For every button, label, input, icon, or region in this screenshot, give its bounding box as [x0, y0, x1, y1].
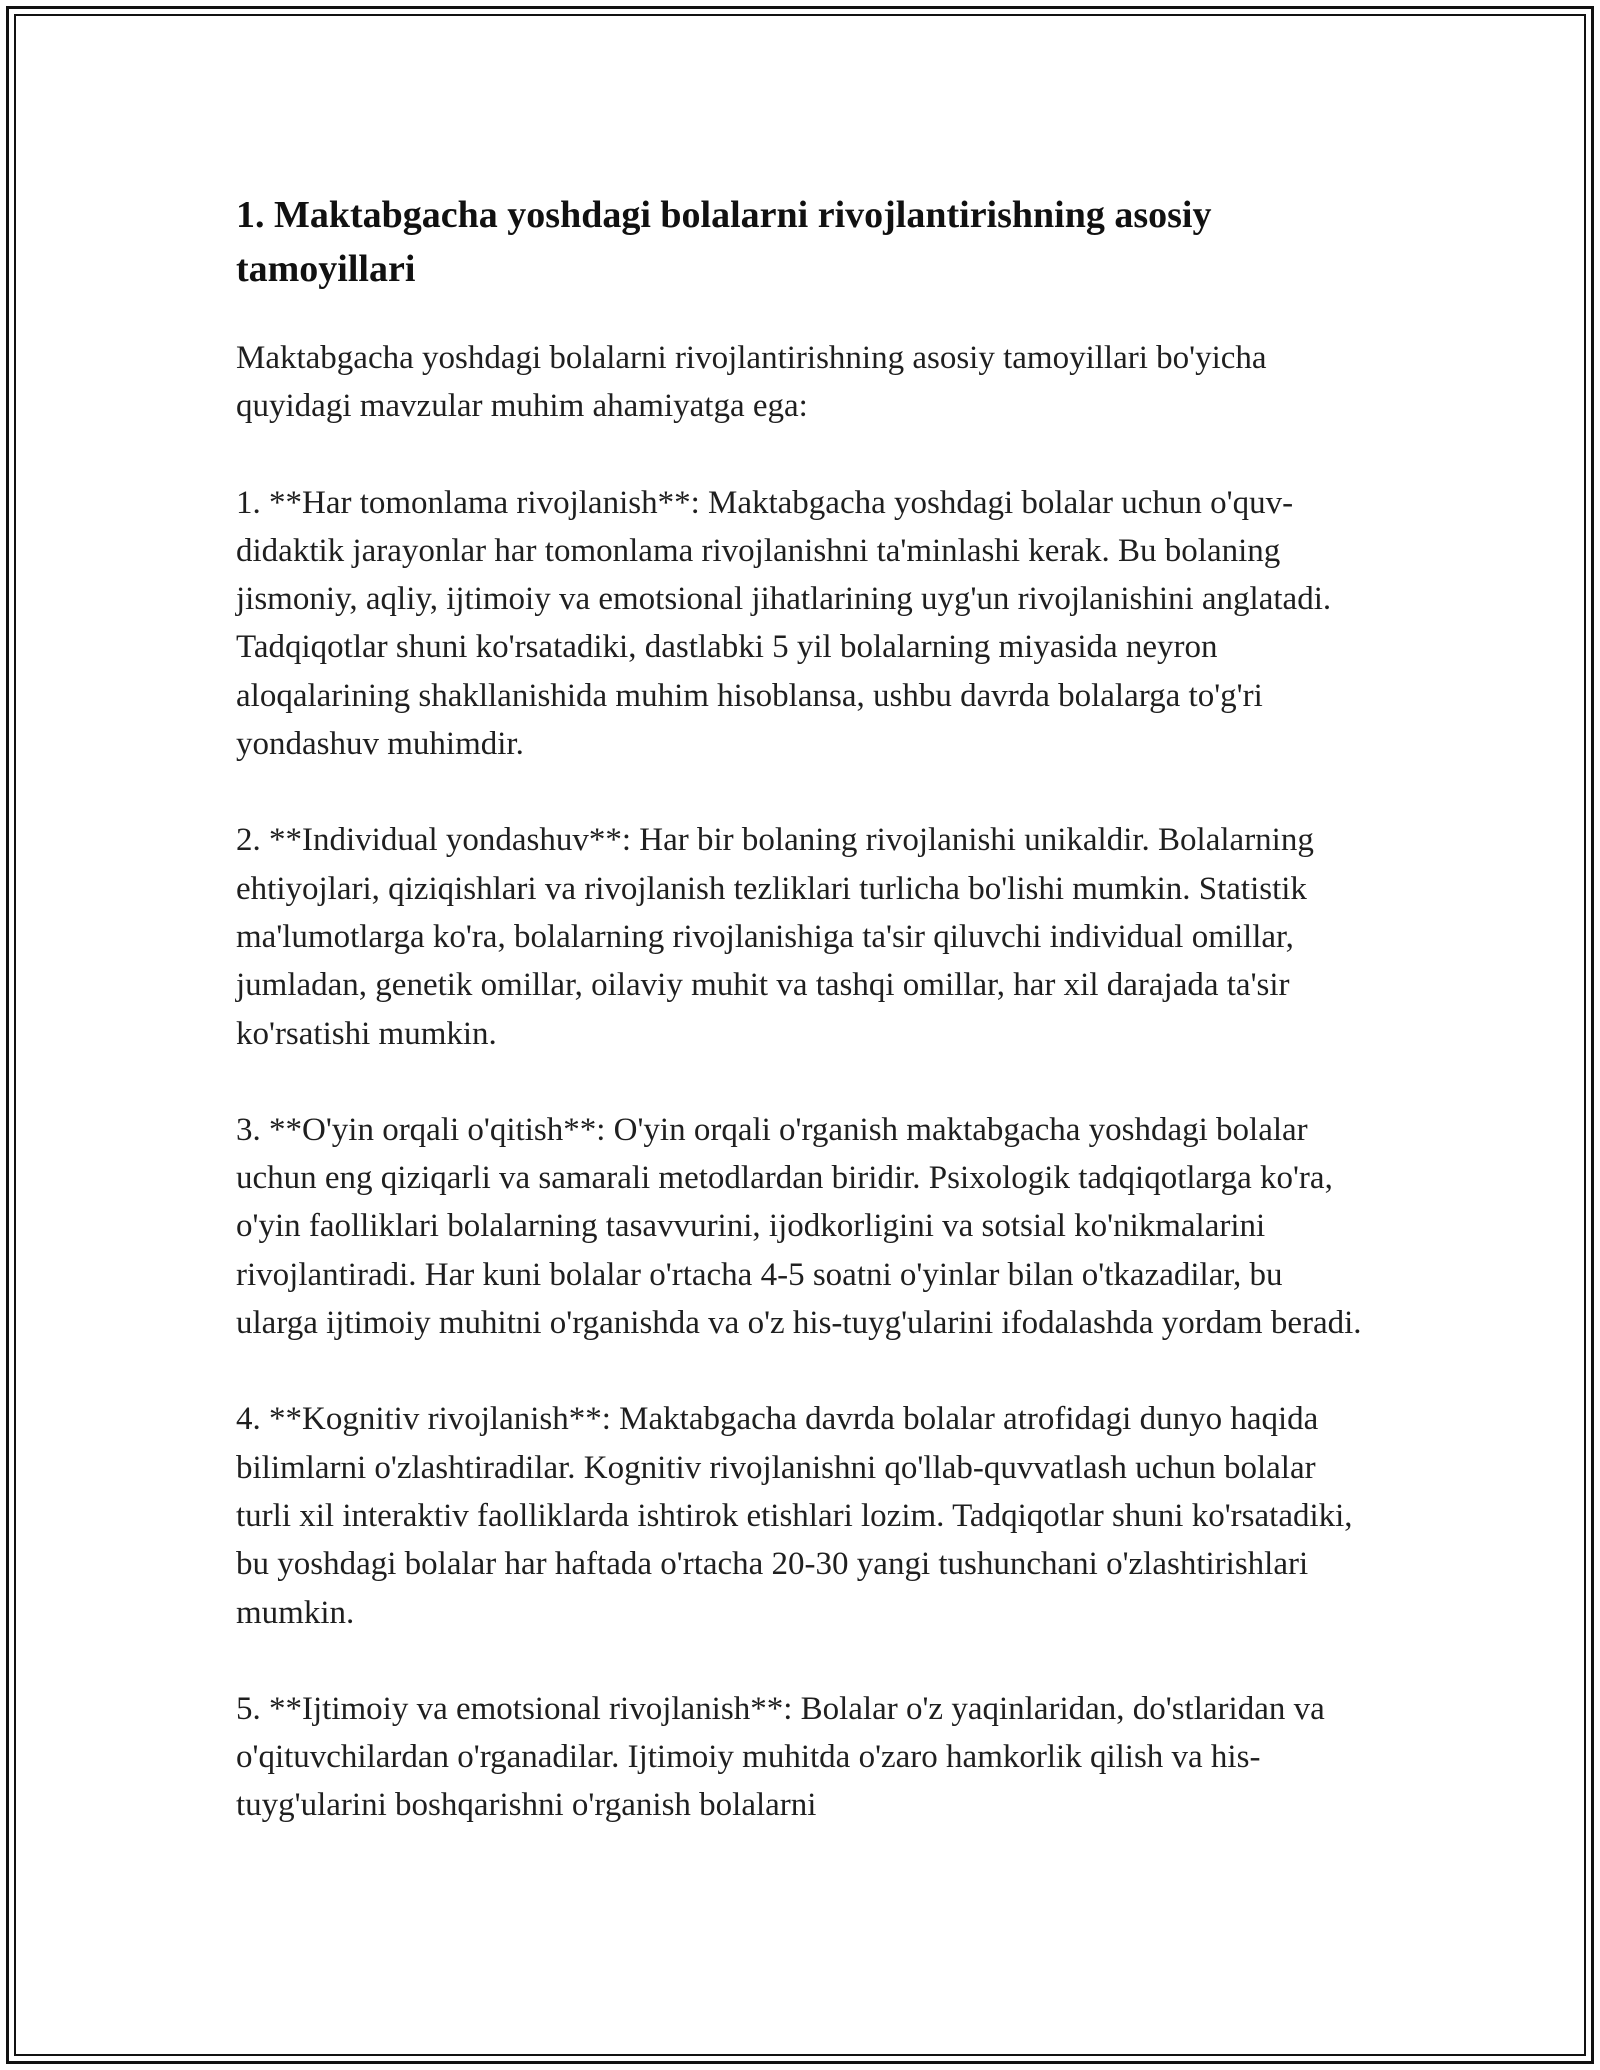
document-title: 1. Maktabgacha yoshdagi bolalarni rivojlantirishning asosiy tamoyillari	[236, 194, 1212, 290]
paragraph-5: 5. **Ijtimoiy va emotsional rivojlanish**: Bolalar o'z yaqinlaridan, do'stlaridan va o'qituvchilardan o'rganadilar. Ijtimoiy muhitda o'zaro hamkorlik qilish va his-tuyg'ularini boshqarishni o'rganish bolalarni	[236, 1690, 1325, 1824]
paragraph-3: 3. **O'yin orqali o'qitish**: O'yin orqali o'rganish maktabgacha yoshdagi bolalar uchun eng qiziqarli va samarali metodlardan biridir. Psixologik tadqiqotlarga ko'ra, o'yin faolliklari bolalarning tasavvurini, ijodkorligini va sotsial ko'nikmalarini rivojlantiradi. Har kuni bolalar o'rtacha 4-5 soatni o'yinlar bilan o'tkazadilar, bu ularga ijtimoiy muhitni o'rganishda va o'z his-tuyg'ularini ifodalashda yordam beradi.	[236, 1111, 1362, 1342]
document-page	[236, 188, 1366, 1830]
paragraph-1: 1. **Har tomonlama rivojlanish**: Maktabgacha yoshdagi bolalar uchun o'quv-didaktik jarayonlar har tomonlama rivojlanishni ta'minlashi kerak. Bu bolaning jismoniy, aqliy, ijtimoiy va emotsional jihatlarining uyg'un rivojlanishini anglatadi. Tadqiqotlar shuni ko'rsatadiki, dastlabki 5 yil bolalarning miyasida neyron aloqalarining shakllanishida muhim hisoblansa, ushbu davrda bolalarga to'g'ri yondashuv muhimdir.	[236, 484, 1332, 763]
intro-paragraph: Maktabgacha yoshdagi bolalarni rivojlantirishning asosiy tamoyillari bo'yicha quyidagi mavzular muhim ahamiyatga ega:	[236, 340, 1267, 425]
paragraph-2: 2. **Individual yondashuv**: Har bir bolaning rivojlanishi unikaldir. Bolalarning ehtiyojlari, qiziqishlari va rivojlanish tezliklari turlicha bo'lishi mumkin. Statistik ma'lumotlarga ko'ra, bolalarning rivojlanishiga ta'sir qiluvchi individual omillar, jumladan, genetik omillar, oilaviy muhit va tashqi omillar, har xil darajada ta'sir ko'rsatishi mumkin.	[236, 822, 1314, 1052]
paragraph-4: 4. **Kognitiv rivojlanish**: Maktabgacha davrda bolalar atrofidagi dunyo haqida bilimlarni o'zlashtiradilar. Kognitiv rivojlanishni qo'llab-quvvatlash uchun bolalar turli xil interaktiv faolliklarda ishtirok etishlari lozim. Tadqiqotlar shuni ko'rsatadiki, bu yoshdagi bolalar har haftada o'rtacha 20-30 yangi tushunchani o'zlashtirishlari mumkin.	[236, 1401, 1353, 1631]
